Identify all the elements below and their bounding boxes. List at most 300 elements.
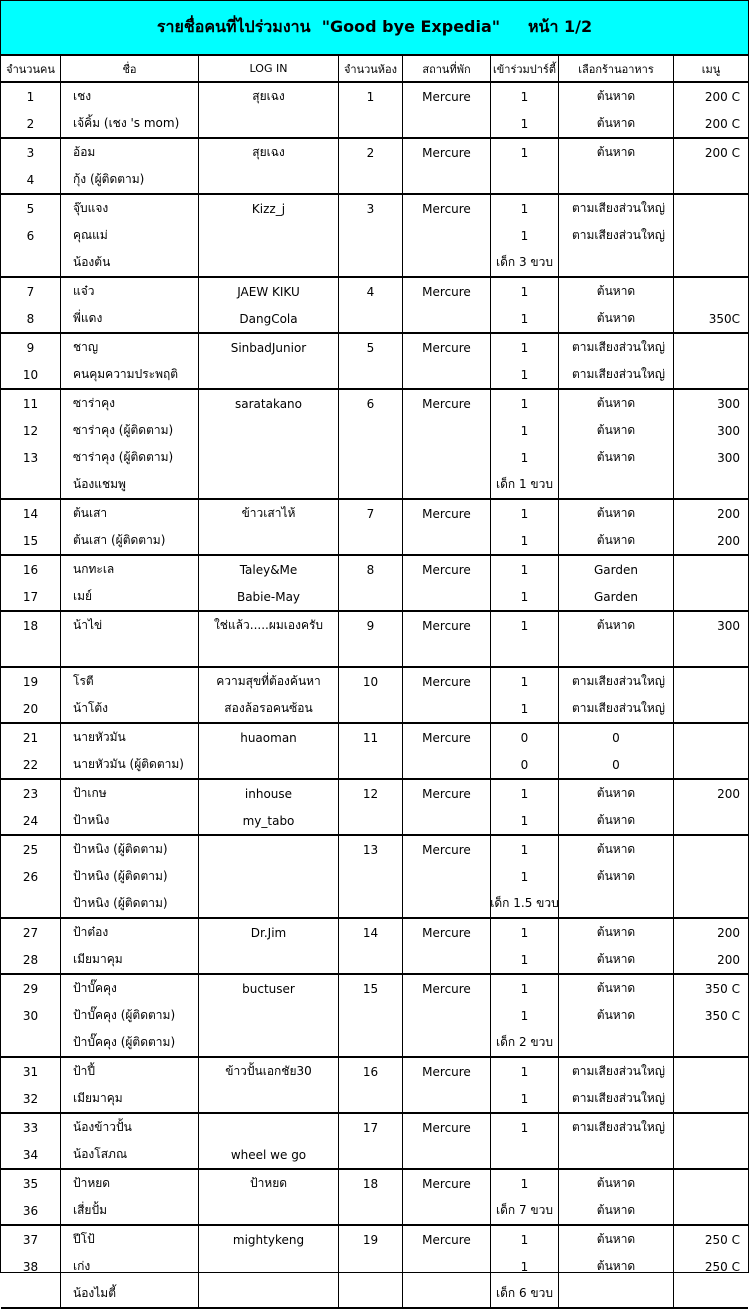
group-column bbox=[61, 390, 199, 498]
cell-hotel-empty bbox=[403, 1002, 490, 1029]
cell-restaurant: ต้นหาด bbox=[596, 1259, 636, 1273]
table-row-group bbox=[1, 390, 748, 500]
cell-menu: 200 bbox=[717, 533, 740, 548]
cell-rooms: 18 bbox=[362, 1176, 379, 1191]
cell-hotel-empty bbox=[403, 695, 490, 722]
group-column bbox=[403, 1058, 491, 1112]
group-column bbox=[1, 724, 61, 778]
cell-hotel-empty bbox=[403, 751, 490, 778]
cell-rooms: 9 bbox=[366, 618, 375, 633]
group-column bbox=[403, 1170, 491, 1224]
cell-rooms: 14 bbox=[362, 925, 379, 940]
group-column bbox=[491, 975, 559, 1056]
group-column bbox=[559, 195, 674, 276]
cell-hotel-empty bbox=[403, 1085, 490, 1112]
table-row-group bbox=[1, 975, 748, 1058]
cell-login-empty bbox=[199, 110, 338, 137]
cell-count: 10 bbox=[22, 367, 39, 382]
cell-login-empty bbox=[199, 890, 338, 917]
cell-name: จุ๊บแจง bbox=[73, 201, 109, 215]
group-column bbox=[199, 139, 339, 193]
cell-restaurant: ต้นหาด bbox=[596, 116, 636, 130]
cell-name: ซาร่าคุง bbox=[73, 396, 115, 410]
cell-hotel: Mercure bbox=[422, 1120, 471, 1135]
group-column bbox=[559, 724, 674, 778]
cell-party: 1 bbox=[520, 1176, 529, 1191]
cell-menu bbox=[674, 1141, 748, 1168]
cell-party: 1 bbox=[520, 869, 529, 884]
cell-hotel-empty bbox=[403, 527, 490, 554]
cell-name: เมียมาคุม bbox=[73, 1091, 123, 1105]
cell-login: สุยเฉง bbox=[252, 145, 285, 159]
group-column bbox=[403, 139, 491, 193]
cell-menu: 350 C bbox=[704, 981, 740, 996]
cell-count bbox=[1, 1029, 60, 1056]
cell-restaurant: ต้นหาด bbox=[596, 1232, 636, 1246]
cell-menu bbox=[674, 556, 748, 583]
group-column bbox=[199, 780, 339, 834]
group-column bbox=[61, 278, 199, 332]
cell-restaurant: ต้นหาด bbox=[596, 952, 636, 966]
cell-login: huaoman bbox=[240, 730, 297, 745]
group-column bbox=[199, 919, 339, 973]
cell-name: ชาญ bbox=[73, 340, 99, 354]
cell-name: กุ้ง (ผู้ติดตาม) bbox=[73, 172, 145, 186]
cell-hotel: Mercure bbox=[422, 340, 471, 355]
cell-hotel: Mercure bbox=[422, 562, 471, 577]
cell-login: ข้าวปั้นเอกชัย30 bbox=[225, 1064, 312, 1078]
cell-restaurant: ต้นหาด bbox=[596, 89, 636, 103]
group-column bbox=[199, 668, 339, 722]
cell-party: 1 bbox=[520, 284, 529, 299]
group-column bbox=[61, 556, 199, 610]
cell-hotel: Mercure bbox=[422, 506, 471, 521]
cell-login-empty bbox=[199, 751, 338, 778]
cell-name: อ้อม bbox=[73, 145, 96, 159]
cell-menu bbox=[674, 724, 748, 751]
group-column bbox=[339, 278, 403, 332]
table-row-group bbox=[1, 724, 748, 780]
cell-rooms-empty bbox=[339, 527, 402, 554]
cell-menu: 200 bbox=[717, 925, 740, 940]
group-column bbox=[559, 83, 674, 137]
cell-count: 5 bbox=[26, 201, 35, 216]
group-column bbox=[559, 975, 674, 1056]
cell-count: 34 bbox=[22, 1147, 39, 1162]
group-column bbox=[403, 612, 491, 666]
group-column bbox=[491, 919, 559, 973]
cell-hotel: Mercure bbox=[422, 396, 471, 411]
cell-login: inhouse bbox=[244, 786, 293, 801]
cell-name: ซาร่าคุง (ผู้ติดตาม) bbox=[73, 423, 174, 437]
cell-name: เมียมาคุม bbox=[73, 952, 123, 966]
group-column bbox=[403, 668, 491, 722]
cell-name: ป้าเกษ bbox=[73, 786, 107, 800]
group-column bbox=[61, 1058, 199, 1112]
cell-name: น้องข้าวปั้น bbox=[73, 1120, 132, 1134]
group-column bbox=[61, 612, 199, 666]
cell-restaurant: ต้นหาด bbox=[596, 1008, 636, 1022]
group-column bbox=[199, 836, 339, 917]
cell-party: 0 bbox=[520, 730, 529, 745]
cell-rooms-empty bbox=[339, 166, 402, 193]
cell-name: ป้าหนิง (ผู้ติดตาม) bbox=[73, 896, 168, 910]
group-column bbox=[559, 1058, 674, 1112]
cell-party: เด็ก 2 ขวบ bbox=[496, 1035, 553, 1049]
cell-count: 6 bbox=[26, 228, 35, 243]
cell-menu bbox=[674, 471, 748, 498]
cell-party: 1 bbox=[520, 981, 529, 996]
group-column bbox=[339, 724, 403, 778]
group-column bbox=[61, 500, 199, 554]
cell-rooms-empty bbox=[339, 361, 402, 388]
table-row-group bbox=[1, 780, 748, 836]
group-column bbox=[559, 139, 674, 193]
cell-rooms-empty bbox=[339, 417, 402, 444]
cell-party: 1 bbox=[520, 618, 529, 633]
cell-party: 1 bbox=[520, 201, 529, 216]
cell-name: นกทะเล bbox=[73, 562, 115, 576]
cell-restaurant: ต้นหาด bbox=[596, 145, 636, 159]
cell-name: เชง bbox=[73, 89, 92, 103]
cell-menu bbox=[674, 334, 748, 361]
group-column bbox=[491, 1058, 559, 1112]
group-column bbox=[559, 919, 674, 973]
cell-name: ป้าหนิง (ผู้ติดตาม) bbox=[73, 842, 168, 856]
cell-count: 31 bbox=[22, 1064, 39, 1079]
cell-hotel-empty bbox=[403, 946, 490, 973]
cell-hotel-empty bbox=[403, 1253, 490, 1280]
table-row-group bbox=[1, 1226, 748, 1309]
group-column bbox=[1, 1226, 61, 1307]
cell-name: พี่แดง bbox=[73, 311, 103, 325]
group-column bbox=[61, 139, 199, 193]
group-column bbox=[199, 1226, 339, 1307]
group-column bbox=[674, 724, 748, 778]
group-column bbox=[674, 556, 748, 610]
cell-party: 1 bbox=[520, 423, 529, 438]
group-column bbox=[1, 390, 61, 498]
table-row-group bbox=[1, 919, 748, 975]
cell-login: wheel we go bbox=[230, 1147, 307, 1162]
cell-login: my_tabo bbox=[242, 813, 295, 828]
cell-name: ป้าบั๊คคุง (ผู้ติดตาม) bbox=[73, 1035, 176, 1049]
group-column bbox=[199, 1114, 339, 1168]
cell-rooms: 12 bbox=[362, 786, 379, 801]
cell-rooms-empty bbox=[339, 471, 402, 498]
group-column bbox=[199, 975, 339, 1056]
cell-rooms: 13 bbox=[362, 842, 379, 857]
cell-party: 1 bbox=[520, 562, 529, 577]
cell-party: เด็ก 1.5 ขวบ bbox=[490, 896, 559, 910]
cell-count: 14 bbox=[22, 506, 39, 521]
cell-rooms: 8 bbox=[366, 562, 375, 577]
table-row-group bbox=[1, 278, 748, 334]
cell-menu: 300 bbox=[717, 423, 740, 438]
cell-hotel: Mercure bbox=[422, 284, 471, 299]
cell-restaurant: ตามเสียงส่วนใหญ่ bbox=[571, 1091, 665, 1105]
group-column bbox=[339, 390, 403, 498]
cell-menu: 200 bbox=[717, 952, 740, 967]
cell-rooms-empty bbox=[339, 890, 402, 917]
group-column bbox=[1, 836, 61, 917]
group-column bbox=[1, 1058, 61, 1112]
group-column bbox=[403, 278, 491, 332]
cell-login: JAEW KIKU bbox=[237, 284, 300, 299]
cell-name: นายหัวมัน (ผู้ติดตาม) bbox=[73, 757, 184, 771]
cell-party: 1 bbox=[520, 701, 529, 716]
cell-hotel-empty bbox=[403, 222, 490, 249]
cell-login-empty bbox=[199, 1253, 338, 1280]
cell-count bbox=[1, 471, 60, 498]
group-column bbox=[559, 1226, 674, 1307]
group-column bbox=[491, 1114, 559, 1168]
cell-hotel-empty bbox=[403, 471, 490, 498]
table-body bbox=[1, 83, 748, 1309]
group-column bbox=[403, 334, 491, 388]
cell-name: ป้าบั๊คคุง (ผู้ติดตาม) bbox=[73, 1008, 176, 1022]
cell-count: 21 bbox=[22, 730, 39, 745]
cell-count bbox=[1, 249, 60, 276]
cell-login: ข้าวเสาไห้ bbox=[241, 506, 296, 520]
group-column bbox=[403, 919, 491, 973]
cell-count: 19 bbox=[22, 674, 39, 689]
cell-name: ปีโป้ bbox=[73, 1232, 95, 1246]
cell-count: 3 bbox=[26, 145, 35, 160]
group-column bbox=[61, 1114, 199, 1168]
cell-hotel: Mercure bbox=[422, 1232, 471, 1247]
group-column bbox=[61, 1170, 199, 1224]
group-column bbox=[339, 556, 403, 610]
group-column bbox=[339, 1226, 403, 1307]
group-column bbox=[199, 612, 339, 666]
cell-party bbox=[491, 166, 558, 193]
cell-name: ป้าบั๊คคุง bbox=[73, 981, 117, 995]
group-column bbox=[1, 500, 61, 554]
cell-hotel-empty bbox=[403, 1141, 490, 1168]
cell-name: น้องไมตี้ bbox=[73, 1286, 117, 1300]
group-column bbox=[339, 334, 403, 388]
group-column bbox=[1, 195, 61, 276]
group-column bbox=[491, 334, 559, 388]
group-column bbox=[61, 975, 199, 1056]
group-column bbox=[61, 83, 199, 137]
cell-restaurant: ตามเสียงส่วนใหญ่ bbox=[571, 228, 665, 242]
cell-menu bbox=[674, 836, 748, 863]
cell-party: 1 bbox=[520, 89, 529, 104]
cell-menu bbox=[674, 583, 748, 610]
cell-menu bbox=[674, 1197, 748, 1224]
group-column bbox=[559, 668, 674, 722]
group-column bbox=[674, 278, 748, 332]
cell-menu bbox=[674, 361, 748, 388]
cell-login-empty bbox=[199, 444, 338, 471]
group-column bbox=[559, 500, 674, 554]
cell-restaurant bbox=[559, 1029, 673, 1056]
cell-count bbox=[1, 890, 60, 917]
group-column bbox=[403, 1226, 491, 1307]
cell-count: 11 bbox=[22, 396, 39, 411]
cell-party: 1 bbox=[520, 311, 529, 326]
group-column bbox=[339, 836, 403, 917]
header-row bbox=[1, 56, 748, 83]
group-column bbox=[339, 780, 403, 834]
cell-hotel-empty bbox=[403, 863, 490, 890]
cell-menu bbox=[674, 1280, 748, 1307]
group-column bbox=[559, 836, 674, 917]
cell-hotel: Mercure bbox=[422, 145, 471, 160]
group-column bbox=[674, 975, 748, 1056]
cell-name: เก่ง bbox=[73, 1259, 91, 1273]
cell-menu bbox=[674, 1114, 748, 1141]
group-column bbox=[1, 1114, 61, 1168]
cell-restaurant bbox=[559, 471, 673, 498]
cell-login: Taley&Me bbox=[239, 562, 298, 577]
cell-rooms: 1 bbox=[366, 89, 375, 104]
cell-name: น้าโต้ง bbox=[73, 701, 109, 715]
cell-restaurant bbox=[559, 1141, 673, 1168]
cell-menu: 350C bbox=[708, 311, 740, 326]
cell-restaurant: ตามเสียงส่วนใหญ่ bbox=[571, 701, 665, 715]
cell-name: เมย์ bbox=[73, 589, 93, 603]
cell-name: ป้าหนิง bbox=[73, 813, 110, 827]
table-row-group bbox=[1, 1058, 748, 1114]
cell-restaurant: ต้นหาด bbox=[596, 311, 636, 325]
group-column bbox=[61, 724, 199, 778]
cell-rooms: 7 bbox=[366, 506, 375, 521]
group-column bbox=[674, 1170, 748, 1224]
table-row-group bbox=[1, 334, 748, 390]
cell-count: 7 bbox=[26, 284, 35, 299]
cell-restaurant: ต้นหาด bbox=[596, 869, 636, 883]
table-row-group bbox=[1, 195, 748, 278]
cell-restaurant: ต้นหาด bbox=[596, 1176, 636, 1190]
group-column bbox=[1, 556, 61, 610]
group-column bbox=[199, 83, 339, 137]
group-column bbox=[199, 724, 339, 778]
cell-hotel-empty bbox=[403, 361, 490, 388]
cell-count: 33 bbox=[22, 1120, 39, 1135]
cell-login-empty bbox=[199, 1002, 338, 1029]
table-row-group bbox=[1, 500, 748, 556]
group-column bbox=[559, 334, 674, 388]
cell-menu: 200 bbox=[717, 506, 740, 521]
group-column bbox=[491, 556, 559, 610]
cell-restaurant: ต้นหาด bbox=[596, 506, 636, 520]
cell-menu: 200 bbox=[717, 786, 740, 801]
cell-count: 38 bbox=[22, 1259, 39, 1274]
cell-name: แจ๋ว bbox=[73, 284, 95, 298]
group-column bbox=[1, 83, 61, 137]
cell-party: 1 bbox=[520, 506, 529, 521]
cell-menu bbox=[674, 1029, 748, 1056]
cell-count: 15 bbox=[22, 533, 39, 548]
cell-hotel-empty bbox=[403, 110, 490, 137]
cell-login: ใช่แล้ว.....ผมเองครับ bbox=[213, 618, 324, 632]
cell-menu bbox=[674, 1170, 748, 1197]
cell-hotel-empty bbox=[403, 166, 490, 193]
cell-party: 1 bbox=[520, 228, 529, 243]
group-column bbox=[674, 612, 748, 666]
cell-rooms-empty bbox=[339, 946, 402, 973]
cell-hotel-empty bbox=[403, 890, 490, 917]
cell-menu bbox=[674, 639, 748, 666]
cell-party: 1 bbox=[520, 589, 529, 604]
cell-rooms-empty bbox=[339, 1029, 402, 1056]
cell-restaurant: 0 bbox=[612, 757, 620, 772]
group-column bbox=[559, 780, 674, 834]
group-column bbox=[339, 195, 403, 276]
group-column bbox=[674, 334, 748, 388]
cell-rooms-empty bbox=[339, 1002, 402, 1029]
group-column bbox=[403, 1114, 491, 1168]
cell-count: 28 bbox=[22, 952, 39, 967]
cell-rooms-empty bbox=[339, 1253, 402, 1280]
cell-login: SinbadJunior bbox=[230, 340, 307, 355]
group-column bbox=[674, 1114, 748, 1168]
group-column bbox=[491, 1170, 559, 1224]
group-column bbox=[674, 390, 748, 498]
cell-login-empty bbox=[199, 863, 338, 890]
cell-menu: 300 bbox=[717, 618, 740, 633]
group-column bbox=[1, 668, 61, 722]
group-column bbox=[403, 390, 491, 498]
cell-count: 4 bbox=[26, 172, 35, 187]
group-column bbox=[339, 919, 403, 973]
cell-name: โรตี bbox=[73, 674, 94, 688]
cell-restaurant: ต้นหาด bbox=[596, 533, 636, 547]
group-column bbox=[674, 1058, 748, 1112]
cell-party: 1 bbox=[520, 1232, 529, 1247]
cell-rooms: 16 bbox=[362, 1064, 379, 1079]
cell-name: น้องแชมพู bbox=[73, 477, 126, 491]
cell-hotel-empty bbox=[403, 1197, 490, 1224]
cell-restaurant: Garden bbox=[594, 589, 638, 604]
group-column bbox=[403, 780, 491, 834]
group-column bbox=[559, 556, 674, 610]
cell-login-empty bbox=[199, 361, 338, 388]
group-column bbox=[559, 612, 674, 666]
cell-rooms: 10 bbox=[362, 674, 379, 689]
cell-rooms: 17 bbox=[362, 1120, 379, 1135]
cell-name: ป้าหยด bbox=[73, 1176, 111, 1190]
cell-party: 1 bbox=[520, 1008, 529, 1023]
cell-party: 1 bbox=[520, 145, 529, 160]
cell-party: 1 bbox=[520, 1120, 529, 1135]
cell-hotel: Mercure bbox=[422, 618, 471, 633]
cell-menu: 300 bbox=[717, 396, 740, 411]
cell-party: 1 bbox=[520, 533, 529, 548]
cell-menu: 200 C bbox=[704, 145, 740, 160]
group-column bbox=[559, 278, 674, 332]
group-column bbox=[339, 612, 403, 666]
group-column bbox=[339, 1058, 403, 1112]
group-column bbox=[491, 83, 559, 137]
cell-login: Babie-May bbox=[236, 589, 301, 604]
cell-rooms: 6 bbox=[366, 396, 375, 411]
group-column bbox=[1, 612, 61, 666]
cell-rooms-empty bbox=[339, 695, 402, 722]
table-row-group bbox=[1, 83, 748, 139]
group-column bbox=[61, 836, 199, 917]
cell-count: 35 bbox=[22, 1176, 39, 1191]
cell-name: เสี่ยปั้ม bbox=[73, 1203, 107, 1217]
cell-party: 1 bbox=[520, 842, 529, 857]
group-column bbox=[61, 919, 199, 973]
group-column bbox=[403, 500, 491, 554]
cell-login-empty bbox=[199, 222, 338, 249]
cell-rooms-empty bbox=[339, 751, 402, 778]
